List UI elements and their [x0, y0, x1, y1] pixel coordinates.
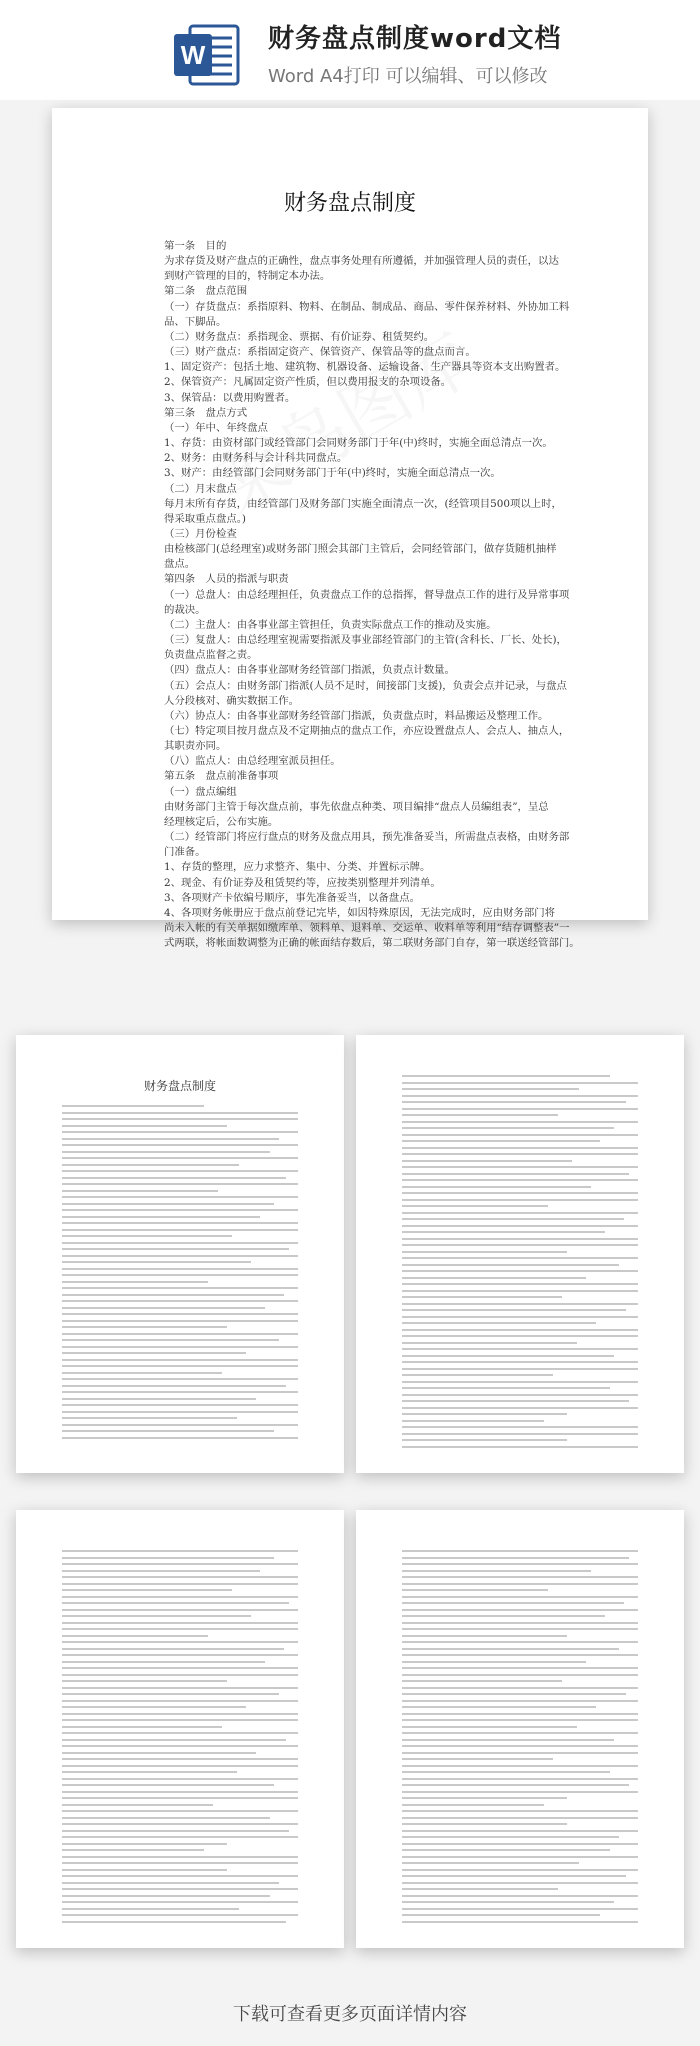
thumbnail-line	[402, 1719, 638, 1721]
thumbnail-line	[402, 1823, 567, 1825]
thumbnail-line	[402, 1752, 638, 1754]
thumbnail-line	[402, 1667, 638, 1669]
thumbnail-line	[62, 1713, 298, 1715]
thumbnail-line	[62, 1862, 298, 1864]
thumbnail-line	[402, 1739, 614, 1741]
thumbnail-line	[62, 1164, 239, 1166]
thumbnail-line	[402, 1160, 572, 1162]
thumbnail-line	[62, 1654, 298, 1656]
thumbnail-line	[402, 1596, 638, 1598]
thumbnail-line	[402, 1882, 638, 1884]
thumbnail-line	[402, 1836, 619, 1838]
thumbnail-line	[402, 1869, 638, 1871]
thumbnail-line	[62, 1112, 298, 1114]
thumbnail-line	[62, 1365, 298, 1367]
thumbnail-line	[62, 1602, 289, 1604]
thumbnail-line	[402, 1888, 558, 1890]
document-title: 财务盘点制度	[283, 191, 416, 216]
thumbnail-line	[402, 1400, 629, 1402]
thumbnail-line	[62, 1138, 279, 1140]
thumbnail-title: 财务盘点制度	[143, 1079, 216, 1093]
thumbnail-line	[62, 1700, 298, 1702]
thumbnail-line	[402, 1413, 567, 1415]
thumbnail-line	[62, 1589, 232, 1591]
thumbnail-line	[62, 1183, 298, 1185]
thumbnail-line	[62, 1307, 265, 1309]
thumbnail-line	[62, 1339, 279, 1341]
thumbnail-line	[402, 1166, 638, 1168]
document-line: 其职责亦同。	[164, 740, 227, 753]
thumbnail-line	[62, 1248, 289, 1250]
thumbnail-line	[62, 1810, 298, 1812]
thumbnail-line	[402, 1225, 638, 1227]
document-line: （八）监点人：由总经理室派员担任。	[164, 755, 341, 768]
thumbnail-line	[402, 1394, 638, 1396]
thumbnail-line	[62, 1557, 274, 1559]
thumbnail-line	[402, 1374, 553, 1376]
thumbnail-line	[62, 1424, 298, 1426]
thumbnail-line	[402, 1290, 638, 1292]
document-line: 2、财务：由财务科与会计科共同盘点。	[164, 452, 348, 465]
thumbnail-line	[62, 1596, 298, 1598]
thumbnail-line	[402, 1407, 638, 1409]
thumbnail-line	[62, 1628, 298, 1630]
thumbnail-line	[402, 1257, 638, 1259]
document-line: 1、存货的整理，应力求整齐、集中、分类、并置标示牌。	[164, 861, 431, 874]
document-line: （七）特定项目按月盘点及不定期抽点的盘点工作，亦应设置盘点人、会点人、抽点人，	[164, 725, 570, 737]
thumbnail-line	[62, 1274, 298, 1276]
document-line: 的裁决。	[164, 603, 206, 616]
thumbnail-line	[62, 1836, 298, 1838]
thumbnail-line	[402, 1862, 579, 1864]
thumbnail-line	[402, 1589, 548, 1591]
document-line: 为求存货及财产盘点的正确性，盘点事务处理有所遵循，并加强管理人员的责任，以达	[164, 255, 559, 268]
thumbnail-line	[402, 1856, 638, 1858]
thumbnail-text-lines	[62, 1105, 298, 1443]
thumbnail-line	[62, 1823, 298, 1825]
thumbnail-line	[402, 1687, 638, 1689]
thumbnail-line	[402, 1316, 638, 1318]
document-line: 每月末所有存货，由经管部门及财务部门实施全面清点一次，(经管项目500项以上时，	[164, 497, 562, 510]
thumbnail-line	[62, 1157, 298, 1159]
word-document-icon	[172, 22, 240, 88]
thumbnail-line	[62, 1563, 298, 1565]
thumbnail-line	[62, 1151, 270, 1153]
thumbnail-line	[62, 1261, 251, 1263]
thumbnail-text-lines	[62, 1550, 298, 1927]
thumbnail-line	[62, 1268, 298, 1270]
thumbnail-line	[62, 1921, 286, 1923]
document-line: （二）财务盘点：系指现金、票据、有价证券、租赁契约。	[164, 330, 435, 343]
thumbnail-line	[62, 1411, 298, 1413]
document-line: （一）总盘人：由总经理担任，负责盘点工作的总指挥，督导盘点工作的进行及异常事项	[164, 588, 570, 601]
thumbnail-line	[402, 1095, 638, 1097]
thumbnail-line	[402, 1342, 577, 1344]
thumbnail-line	[402, 1283, 638, 1285]
thumbnail-line	[62, 1209, 298, 1211]
thumbnail-line	[402, 1361, 638, 1363]
thumbnail-line	[62, 1300, 298, 1302]
document-line: 品、下脚品。	[164, 315, 227, 328]
thumbnail-line	[62, 1719, 298, 1721]
thumbnail-line	[62, 1895, 270, 1897]
document-line: （二）主盘人：由各事业部主管担任，负责实际盘点工作的推动及实施。	[164, 618, 497, 631]
thumbnail-line	[62, 1856, 298, 1858]
thumbnail-line	[62, 1732, 298, 1734]
document-line: 第一条 目的	[164, 240, 227, 252]
thumbnail-line	[402, 1706, 596, 1708]
document-line: 3、各项财产卡依编号顺序，事先准备妥当，以备盘点。	[164, 891, 420, 904]
thumbnail-line	[402, 1140, 600, 1142]
document-line: 3、保管品：以费用购置者。	[164, 391, 296, 404]
thumbnail-line	[62, 1914, 298, 1916]
thumbnail-line	[62, 1570, 260, 1572]
thumbnail-line	[62, 1177, 286, 1179]
thumbnail-line	[402, 1082, 638, 1084]
document-line: （三）复盘人：由总经理室视需要指派及事业部经管部门的主管(含科长、厂长、处长)，	[164, 634, 567, 647]
thumbnail-line	[402, 1114, 558, 1116]
document-line: 到财产管理的目的，特制定本办法。	[164, 270, 331, 283]
thumbnail-line	[62, 1830, 289, 1832]
document-line: 式两联，将帐面数调整为正确的帐面结存数后，第二联财务部门自存，第一联送经管部门。	[164, 937, 580, 950]
thumbnail-line	[402, 1192, 638, 1194]
thumbnail-line	[402, 1088, 579, 1090]
thumbnail-line	[62, 1765, 298, 1767]
thumbnail-line	[402, 1557, 629, 1559]
document-line: 第三条 盘点方式	[164, 406, 248, 419]
thumbnail-text-lines	[402, 1550, 638, 1927]
document-line: 第五条 盘点前准备事项	[164, 770, 279, 783]
thumbnail-line	[402, 1387, 610, 1389]
thumbnail-line	[402, 1322, 596, 1324]
thumbnail-line	[402, 1179, 638, 1181]
thumbnail-line	[62, 1583, 298, 1585]
thumbnail-line	[62, 1430, 274, 1432]
thumbnail-line	[62, 1372, 222, 1374]
thumbnail-line	[62, 1287, 298, 1289]
thumbnail-line	[62, 1706, 246, 1708]
thumbnail-line	[402, 1329, 638, 1331]
thumbnail-line	[62, 1687, 298, 1689]
thumbnail-line	[62, 1294, 284, 1296]
thumbnail-line	[402, 1778, 638, 1780]
document-line: （三）财产盘点：系指固定资产、保管资产、保管品等的盘点而言。	[164, 346, 476, 359]
thumbnail-line	[402, 1654, 638, 1656]
thumbnail-line	[62, 1398, 256, 1400]
thumbnail-line	[402, 1635, 567, 1637]
thumbnail-line	[402, 1895, 638, 1897]
footer-more-pages-text[interactable]: 下载可查看更多页面详情内容	[233, 2004, 467, 2025]
document-line: （二）月末盘点	[164, 482, 237, 495]
thumbnail-line	[62, 1404, 298, 1406]
thumbnail-line	[402, 1583, 638, 1585]
thumbnail-line	[402, 1843, 638, 1845]
thumbnail-page-4[interactable]	[356, 1510, 684, 1948]
document-line: （三）月份检查	[164, 527, 237, 540]
thumbnail-line	[62, 1144, 298, 1146]
document-line: 第四条 人员的指派与职责	[164, 573, 289, 586]
document-line: 第二条 盘点范围	[164, 285, 248, 298]
thumbnail-line	[402, 1381, 638, 1383]
thumbnail-line	[402, 1101, 626, 1103]
thumbnail-line	[402, 1570, 591, 1572]
thumbnail-line	[402, 1641, 638, 1643]
thumbnail-line	[402, 1251, 567, 1253]
thumbnail-page-2[interactable]	[356, 1035, 684, 1473]
thumbnail-line	[402, 1153, 638, 1155]
thumbnail-line	[402, 1765, 638, 1767]
thumbnail-line	[62, 1784, 274, 1786]
thumbnail-line	[402, 1270, 638, 1272]
thumbnail-line	[402, 1797, 567, 1799]
thumbnail-line	[62, 1417, 237, 1419]
thumbnail-line	[402, 1622, 638, 1624]
thumbnail-line	[402, 1205, 548, 1207]
document-line: （五）会点人：由财务部门指派(人员不足时，间接部门支援)，负责会点并记录，与盘点	[164, 679, 567, 692]
document-line: 门准备。	[164, 846, 206, 859]
thumbnail-line	[402, 1732, 638, 1734]
thumbnail-line	[402, 1426, 638, 1428]
thumbnail-line	[402, 1661, 586, 1663]
word-icon-letter: W	[180, 40, 206, 70]
thumbnail-line	[62, 1875, 298, 1877]
document-line: （六）协点人：由各事业部财务经管部门指派，负责盘点时，料品搬运及整理工作。	[164, 709, 549, 722]
thumbnail-line	[402, 1804, 544, 1806]
thumbnail-line	[62, 1843, 227, 1845]
thumbnail-line	[62, 1437, 298, 1439]
thumbnail-line	[62, 1648, 284, 1650]
thumbnail-line	[62, 1609, 298, 1611]
thumbnail-line	[402, 1693, 626, 1695]
thumbnail-line	[402, 1446, 638, 1448]
thumbnail-line	[62, 1849, 204, 1851]
thumbnail-line	[62, 1326, 227, 1328]
thumbnail-line	[62, 1771, 237, 1773]
page-title: 财务盘点制度word文档	[268, 24, 562, 54]
thumbnail-line	[402, 1335, 638, 1337]
thumbnail-line	[402, 1830, 638, 1832]
thumbnail-line	[62, 1320, 298, 1322]
thumbnail-line	[402, 1849, 610, 1851]
thumbnail-line	[62, 1346, 298, 1348]
thumbnail-line	[402, 1348, 638, 1350]
thumbnail-line	[62, 1255, 298, 1257]
thumbnail-line	[62, 1622, 298, 1624]
thumbnail-line	[402, 1563, 638, 1565]
thumbnail-line	[62, 1235, 232, 1237]
thumbnail-line	[62, 1680, 227, 1682]
thumbnail-line	[62, 1170, 298, 1172]
thumbnail-line	[402, 1121, 638, 1123]
thumbnail-line	[402, 1296, 562, 1298]
document-line: （二）经管部门将应行盘点的财务及盘点用具，预先准备妥当，所需盘点表格，由财务部	[164, 831, 570, 844]
thumbnail-line	[402, 1238, 638, 1240]
thumbnail-line	[402, 1420, 544, 1422]
thumbnail-line	[62, 1190, 218, 1192]
thumbnail-line	[402, 1771, 610, 1773]
thumbnail-line	[62, 1352, 246, 1354]
thumbnail-line	[402, 1199, 638, 1201]
thumbnail-line	[62, 1615, 251, 1617]
thumbnail-line	[62, 1281, 208, 1283]
document-line: 2、现金、有价证券及租赁契约等，应按类别整理并列清单。	[164, 876, 441, 889]
thumbnail-line	[402, 1628, 638, 1630]
thumbnail-line	[62, 1118, 298, 1120]
thumbnail-line	[402, 1147, 638, 1149]
thumbnail-line	[402, 1075, 610, 1077]
thumbnail-line	[62, 1791, 298, 1793]
thumbnail-line	[62, 1745, 298, 1747]
thumbnail-line	[402, 1439, 567, 1441]
thumbnail-line	[62, 1550, 298, 1552]
thumbnail-line	[62, 1661, 265, 1663]
thumbnail-line	[62, 1131, 298, 1133]
thumbnail-page-3[interactable]	[16, 1510, 344, 1948]
thumbnail-line	[402, 1745, 638, 1747]
thumbnail-line	[62, 1105, 204, 1107]
thumbnail-line	[402, 1875, 626, 1877]
thumbnail-line	[402, 1680, 562, 1682]
thumbnail-line	[402, 1433, 638, 1435]
thumbnail-line	[402, 1212, 638, 1214]
thumbnail-line	[62, 1203, 274, 1205]
thumbnail-line	[62, 1667, 298, 1669]
thumbnail-line	[62, 1333, 298, 1335]
thumbnail-line	[62, 1125, 227, 1127]
thumbnail-line	[62, 1726, 222, 1728]
thumbnail-line	[62, 1778, 298, 1780]
thumbnail-line	[402, 1368, 638, 1370]
thumbnail-line	[62, 1908, 239, 1910]
thumbnail-line	[402, 1244, 638, 1246]
thumbnail-line	[402, 1758, 553, 1760]
thumbnail-line	[402, 1550, 638, 1552]
thumbnail-line	[62, 1378, 298, 1380]
thumbnail-line	[402, 1277, 586, 1279]
thumbnail-line	[402, 1134, 638, 1136]
thumbnail-line	[402, 1817, 638, 1819]
document-line: 尚未入帐的有关单据如缴库单、领料单、退料单、交运单、收料单等利用“结存调整表”一	[164, 922, 570, 935]
thumbnail-line	[402, 1231, 605, 1233]
thumbnail-line	[62, 1229, 298, 1231]
thumbnail-line	[62, 1635, 208, 1637]
document-line: （一）盘点编组	[164, 785, 237, 798]
thumbnail-line	[62, 1817, 270, 1819]
thumbnail-line	[62, 1804, 213, 1806]
thumbnail-line	[402, 1700, 638, 1702]
thumbnail-line	[62, 1693, 279, 1695]
thumbnail-line	[402, 1791, 638, 1793]
document-line: 负责盘点监督之责。	[164, 649, 258, 662]
thumbnail-line	[62, 1641, 298, 1643]
document-line: 得采取重点盘点。)	[164, 512, 246, 525]
thumbnail-line	[62, 1196, 298, 1198]
thumbnail-line	[402, 1127, 614, 1129]
thumbnail-line	[62, 1882, 279, 1884]
document-line: 2、保管资产：凡属固定资产性质，但以费用报支的杂项设备。	[164, 376, 452, 389]
thumbnail-line	[62, 1391, 298, 1393]
thumbnail-line	[62, 1385, 286, 1387]
thumbnail-line	[402, 1648, 619, 1650]
page-subtitle: Word A4打印 可以编辑、可以修改	[268, 66, 548, 87]
thumbnail-line	[402, 1609, 638, 1611]
thumbnail-line	[402, 1309, 626, 1311]
thumbnail-text-lines	[402, 1075, 638, 1452]
thumbnail-line	[402, 1921, 638, 1923]
document-line: 经理核定后，公布实施。	[164, 815, 279, 828]
thumbnail-line	[402, 1908, 638, 1910]
thumbnail-line	[62, 1758, 298, 1760]
thumbnail-line	[402, 1914, 600, 1916]
thumbnail-line	[62, 1869, 227, 1871]
thumbnail-line	[62, 1752, 256, 1754]
document-line: 1、固定资产：包括土地、建筑物、机器设备、运输设备、生产器具等资本支出购置者。	[164, 361, 566, 374]
header	[0, 0, 700, 100]
thumbnail-line	[402, 1713, 638, 1715]
thumbnail-line	[62, 1576, 298, 1578]
thumbnail-line	[62, 1359, 298, 1361]
thumbnail-line	[402, 1264, 619, 1266]
document-line: （一）年中、年终盘点	[164, 421, 268, 434]
thumbnail-line	[62, 1242, 298, 1244]
thumbnail-line	[402, 1355, 614, 1357]
thumbnail-line	[402, 1218, 624, 1220]
document-page-preview	[52, 108, 648, 950]
thumbnail-page-1[interactable]	[16, 1035, 344, 1473]
thumbnail-line	[402, 1303, 638, 1305]
thumbnail-line	[62, 1797, 298, 1799]
thumbnail-line	[402, 1674, 638, 1676]
document-line: 盘点。	[164, 558, 196, 571]
document-line: 4、各项财务帐册应于盘点前登记完毕，如因特殊原因，无法完成时，应由财务部门将	[164, 906, 556, 919]
document-body	[164, 239, 594, 951]
thumbnail-line	[402, 1108, 638, 1110]
thumbnail-line	[62, 1216, 260, 1218]
document-line: 3、财产：由经管部门会同财务部门于年(中)终时，实施全面总清点一次。	[164, 467, 501, 480]
thumbnail-line	[62, 1739, 286, 1741]
thumbnail-line	[402, 1576, 638, 1578]
thumbnail-line	[62, 1674, 298, 1676]
thumbnail-line	[62, 1888, 298, 1890]
thumbnail-line	[62, 1222, 298, 1224]
thumbnail-line	[62, 1901, 298, 1903]
thumbnail-line	[402, 1810, 638, 1812]
thumbnail-line	[402, 1784, 629, 1786]
document-line: （一）存货盘点：系指原料、物料、在制品、制成品、商品、零件保养材料、外协加工料	[164, 300, 570, 313]
thumbnail-line	[62, 1313, 298, 1315]
thumbnail-line	[402, 1602, 624, 1604]
thumbnail-line	[402, 1186, 591, 1188]
thumbnail-line	[402, 1615, 605, 1617]
thumbnail-line	[402, 1726, 577, 1728]
document-line: （四）盘点人：由各事业部财务经管部门指派，负责点计数量。	[164, 664, 455, 677]
thumbnail-line	[402, 1173, 629, 1175]
document-line: 由财务部门主管于每次盘点前，事先依盘点种类、项目编排“盘点人员编组表”，呈总	[164, 800, 549, 813]
thumbnail-line	[402, 1901, 614, 1903]
document-line: 人分段核对、确实数据工作。	[164, 694, 300, 707]
document-line: 1、存货：由资材部门或经管部门会同财务部门于年(中)终时，实施全面总清点一次。	[164, 437, 553, 450]
document-line: 由检核部门(总经理室)或财务部门照会其部门主管后，会同经管部门，做存货随机抽样	[164, 543, 557, 556]
